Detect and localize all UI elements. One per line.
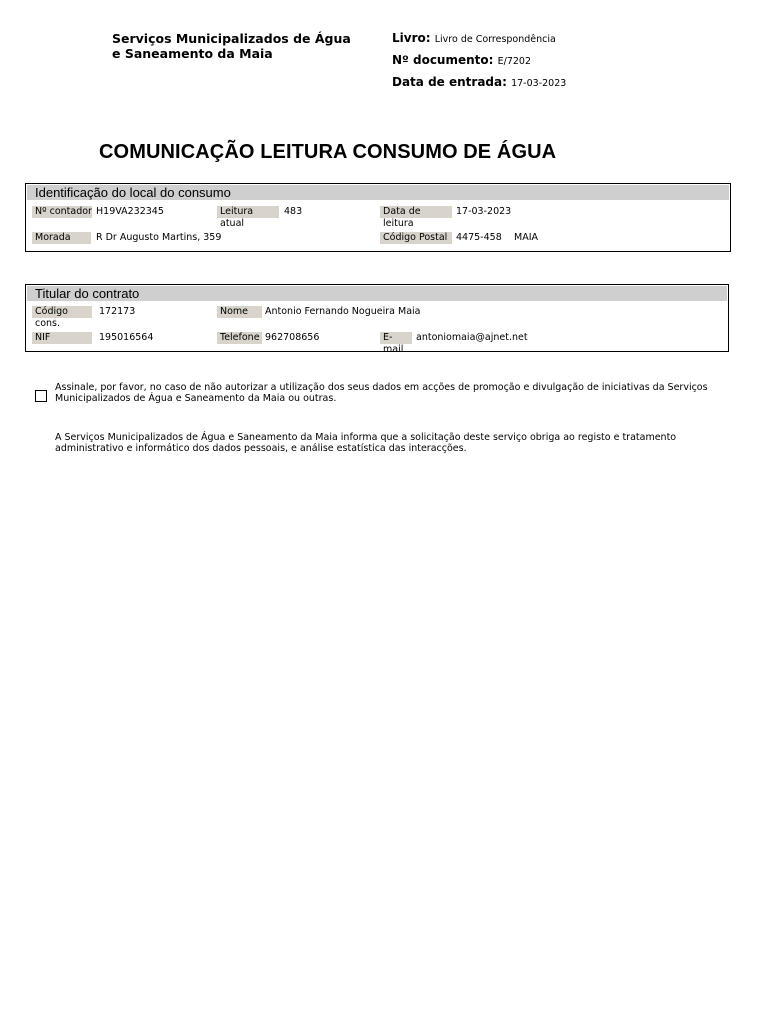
organization-name-line2: e Saneamento da Maia	[112, 46, 273, 61]
nif-label: NIF	[32, 332, 92, 344]
local-consumo-section	[25, 183, 731, 252]
data-entrada-value: 17-03-2023	[511, 78, 567, 89]
data-leitura-label: Data de leitura	[380, 206, 452, 218]
telefone-label: Telefone	[217, 332, 262, 344]
codigo-cons-value: 172173	[99, 306, 136, 317]
data-entrada-row	[392, 75, 566, 89]
contador-label: Nº contador	[32, 206, 92, 218]
localidade-value: MAIA	[514, 232, 538, 243]
nif-value: 195016564	[99, 332, 154, 343]
nome-value: Antonio Fernando Nogueira Maia	[265, 306, 421, 317]
organization-name-line1: Serviços Municipalizados de Água	[112, 31, 351, 46]
data-leitura-value: 17-03-2023	[456, 206, 512, 217]
codigo-cons-label: Código cons.	[32, 306, 92, 318]
livro-value: Livro de Correspondência	[434, 34, 556, 45]
email-label: E-mail	[380, 332, 412, 344]
nome-label: Nome	[217, 306, 262, 318]
leitura-value: 483	[284, 206, 303, 217]
email-value: antoniomaia@ajnet.net	[416, 332, 528, 343]
codigo-postal-label: Código Postal	[380, 232, 452, 244]
contador-value: H19VA232345	[96, 206, 164, 217]
titular-section	[25, 284, 729, 355]
consent-text	[55, 382, 745, 404]
livro-row	[392, 31, 556, 45]
morada-value: R Dr Augusto Martins, 359	[96, 232, 222, 243]
morada-label: Morada	[32, 232, 91, 244]
privacy-notice	[55, 432, 745, 454]
local-consumo-heading: Identificação do local do consumo	[27, 185, 729, 200]
codigo-postal-value: 4475-458	[456, 232, 502, 243]
titular-heading: Titular do contrato	[27, 286, 727, 301]
leitura-label: Leitura atual	[217, 206, 279, 218]
livro-label: Livro:	[392, 31, 431, 45]
data-entrada-label: Data de entrada:	[392, 75, 507, 89]
documento-label: Nº documento:	[392, 53, 494, 67]
documento-row	[392, 53, 531, 67]
privacy-notice-line1: A Serviços Municipalizados de Água e Saneamento da Maia informa que a solicitação deste serviço obriga ao registo e tratamento	[55, 432, 677, 443]
page-title: COMUNICAÇÃO LEITURA CONSUMO DE ÁGUA	[99, 141, 557, 163]
consent-text-line1: Assinale, por favor, no caso de não autorizar a utilização dos seus dados em acções de promoção e divulgação de iniciativas da Serviços	[55, 382, 708, 393]
organization-name	[112, 31, 351, 61]
documento-value: E/7202	[497, 56, 532, 67]
consent-text-line2: Municipalizados de Água e Saneamento da Maia ou outras.	[55, 393, 337, 404]
consent-checkbox[interactable]	[35, 390, 47, 402]
telefone-value: 962708656	[265, 332, 320, 343]
privacy-notice-line2: administrativo e informático dos dados pessoais, e análise estatística das interacções.	[55, 443, 467, 454]
